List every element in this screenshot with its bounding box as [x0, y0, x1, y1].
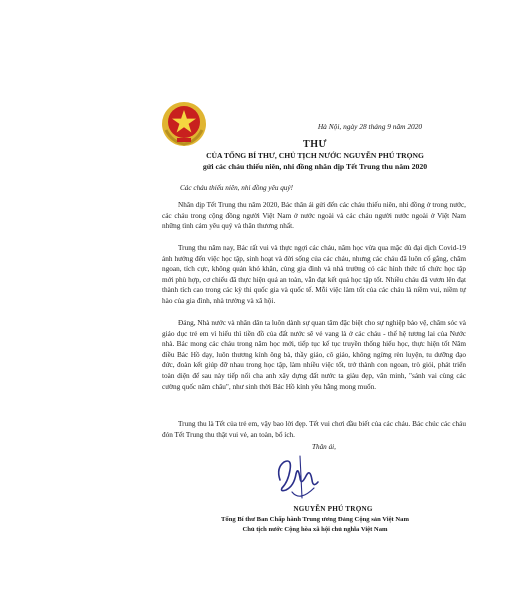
letter-paragraph: Trung thu là Tết của trẻ em, vậy bao lời đẹp. Tết vui chơi đầu biết của các cháu. Bác chúc các cháu đón Tết Trung thu thật vui vẻ, an toàn, bổ ích. [162, 420, 466, 439]
letter-closing: Thân ái, [312, 443, 336, 451]
letter-paragraph: Nhân dịp Tết Trung thu năm 2020, Bác thân ái gửi đến các cháu thiếu niên, nhi đồng ở trong nước, các cháu trong cộng đồng người Việt Nam ở nước ngoài và các cháu người nước ngoài ở Việt Nam những tình cảm yêu quý và thân thương nhất. [162, 201, 466, 231]
letter-title: THƯ [303, 139, 327, 150]
letter-subject-line: gửi các cháu thiếu niên, nhi đồng nhân dịp Tết Trung thu năm 2020 [202, 162, 428, 171]
letter-greeting: Các cháu thiếu niên, nhi đồng yêu quý! [180, 184, 293, 192]
signer-name: NGUYỄN PHÚ TRỌNG [293, 505, 373, 513]
date-line: Hà Nội, ngày 28 tháng 9 năm 2020 [317, 122, 423, 131]
letter-sender-line: CỦA TỔNG BÍ THƯ, CHỦ TỊCH NƯỚC NGUYỄN PHÚ TRỌNG [206, 151, 424, 160]
signer-title-party: Tổng Bí thư Ban Chấp hành Trung ương Đảng Cộng sản Việt Nam [221, 516, 409, 523]
handwritten-signature [270, 452, 332, 504]
letter-paragraph: Đảng, Nhà nước và nhân dân ta luôn dành sự quan tâm đặc biệt cho sự nghiệp bảo vệ, chăm sóc và giáo dục trẻ em vì hiểu thì tiền đồ của đất nước sẽ vẻ vang là ở các cháu - thế hệ tương lai của Nước nhà. Bác mong các cháu trong năm học mới, tiếp tục kế tục truyền thống hiếu học, thực hiện tốt Năm điều Bác Hồ dạy, luôn thương kính ông bà, thầy giáo, cô giáo, không ngừng rèn luyện, tu dưỡng đạo đức, đoàn kết giúp đỡ nhau trong học tập, làm nhiều việc tốt, trở thành con ngoan, trò giỏi, phát triển toàn diện để sau này tiếp nối cha anh xây dựng đất nước ta giàu đẹp, văn minh, "sánh vai cùng các cường quốc năm châu", như sinh thời Bác Hồ kính yêu hằng mong muốn. [162, 319, 466, 391]
letter-paragraph: Trung thu năm nay, Bác rất vui và thực ngợi các cháu, năm học vừa qua mặc dù đại dịch Covid-19 ảnh hưởng đến việc học tập, sinh hoạt và đời sống của các cháu, nhưng các cháu đã luôn cố gắng, chăm ngoan, tích cực, không quản khó khăn, cùng gia đình và nhà trường có các hình thức tổ chức học tập mới phù hợp, cơ chiếu đã thực hiện quả an toàn, vẫn đạt kết quả học tập tốt. Nhiều cháu đã vươn lên đạt thành tích cao trong các kỳ thi quốc gia và quốc tế. Mỗi việc làm tốt của các cháu là niềm vui, niềm tự hào của gia đình, nhà trường và xã hội. [162, 244, 466, 305]
signer-title-state: Chủ tịch nước Cộng hòa xã hội chủ nghĩa Việt Nam [242, 526, 388, 533]
